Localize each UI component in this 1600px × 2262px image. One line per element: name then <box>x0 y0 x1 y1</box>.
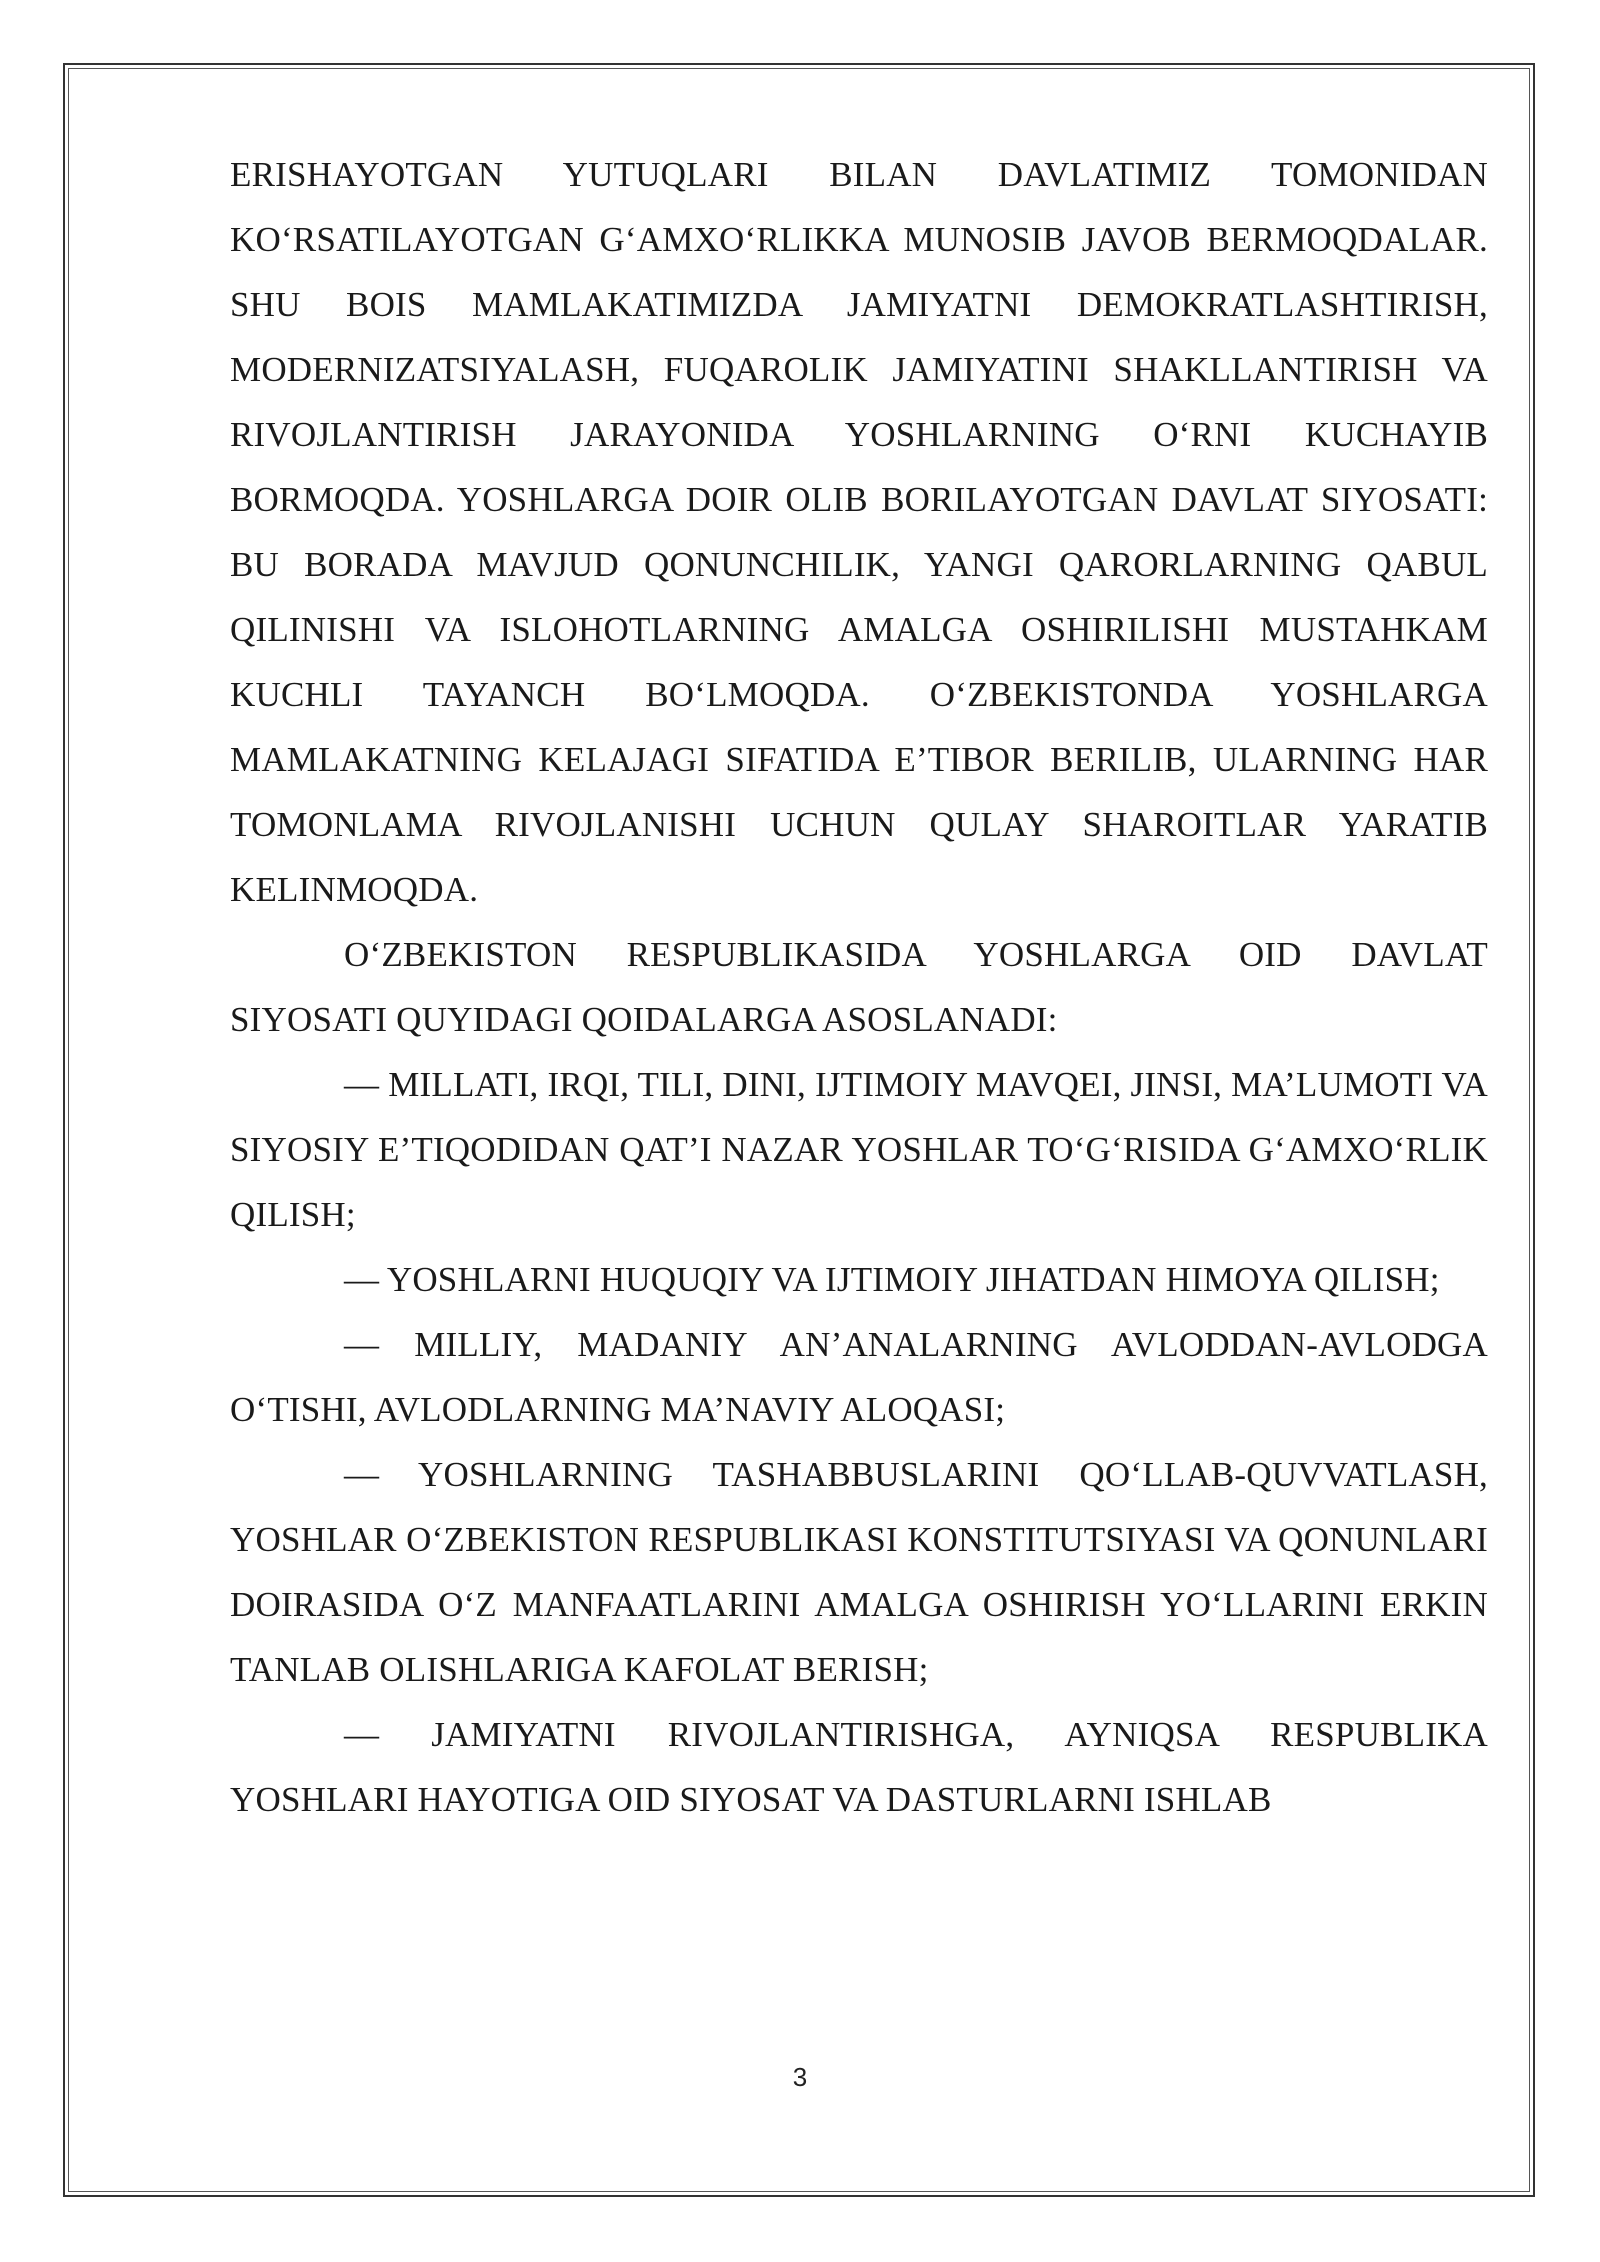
list-item-1: — MILLATI, IRQI, TILI, DINI, IJTIMOIY MAVQEI, JINSI, MA’LUMOTI VA SIYOSIY E’TIQODIDAN QAT’I NAZAR YOSHLAR TO‘G‘RISIDA G‘AMXO‘RLIK QILISH; <box>230 1065 1488 1234</box>
list-item-4: — YOSHLARNING TASHABBUSLARINI QO‘LLAB-QUVVATLASH, YOSHLAR O‘ZBEKISTON RESPUBLIKASI KONSTITUTSIYASI VA QONUNLARI DOIRASIDA O‘Z MANFAATLARINI AMALGA OSHIRISH YO‘LLARINI ERKIN TANLAB OLISHLARIGA KAFOLAT BERISH; <box>230 1455 1488 1689</box>
paragraph-2: O‘ZBEKISTON RESPUBLIKASIDA YOSHLARGA OID DAVLAT SIYOSATI QUYIDAGI QOIDALARGA ASOSLANADI: <box>230 935 1488 1039</box>
document-body <box>230 142 1488 1832</box>
page-number: 3 <box>792 2062 808 2092</box>
paragraph-1: ERISHAYOTGAN YUTUQLARI BILAN DAVLATIMIZ TOMONIDAN KO‘RSATILAYOTGAN G‘AMXO‘RLIKKA MUNOSIB JAVOB BERMOQDALAR. SHU BOIS MAMLAKATIMIZDA JAMIYATNI DEMOKRATLASHTIRISH, MODERNIZATSIYALASH, FUQAROLIK JAMIYATINI SHAKLLANTIRISH VA RIVOJLANTIRISH JARAYONIDA YOSHLARNING O‘RNI KUCHAYIB BORMOQDA. YOSHLARGA DOIR OLIB BORILAYOTGAN DAVLAT SIYOSATI: BU BORADA MAVJUD QONUNCHILIK, YANGI QARORLARNING QABUL QILINISHI VA ISLOHOTLARNING AMALGA OSHIRILISHI MUSTAHKAM KUCHLI TAYANCH BO‘LMOQDA. O‘ZBEKISTONDA YOSHLARGA MAMLAKATNING KELAJAGI SIFATIDA E’TIBOR BERILIB, ULARNING HAR TOMONLAMA RIVOJLANISHI UCHUN QULAY SHAROITLAR YARATIB KELINMOQDA. <box>230 155 1488 909</box>
list-item-5: — JAMIYATNI RIVOJLANTIRISHGA, AYNIQSA RESPUBLIKA YOSHLARI HAYOTIGA OID SIYOSAT VA DASTURLARNI ISHLAB <box>230 1715 1488 1819</box>
list-item-3: — MILLIY, MADANIY AN’ANALARNING AVLODDAN-AVLODGA O‘TISHI, AVLODLARNING MA’NAVIY ALOQASI; <box>230 1325 1488 1429</box>
list-item-2: — YOSHLARNI HUQUQIY VA IJTIMOIY JIHATDAN HIMOYA QILISH; <box>344 1260 1440 1299</box>
